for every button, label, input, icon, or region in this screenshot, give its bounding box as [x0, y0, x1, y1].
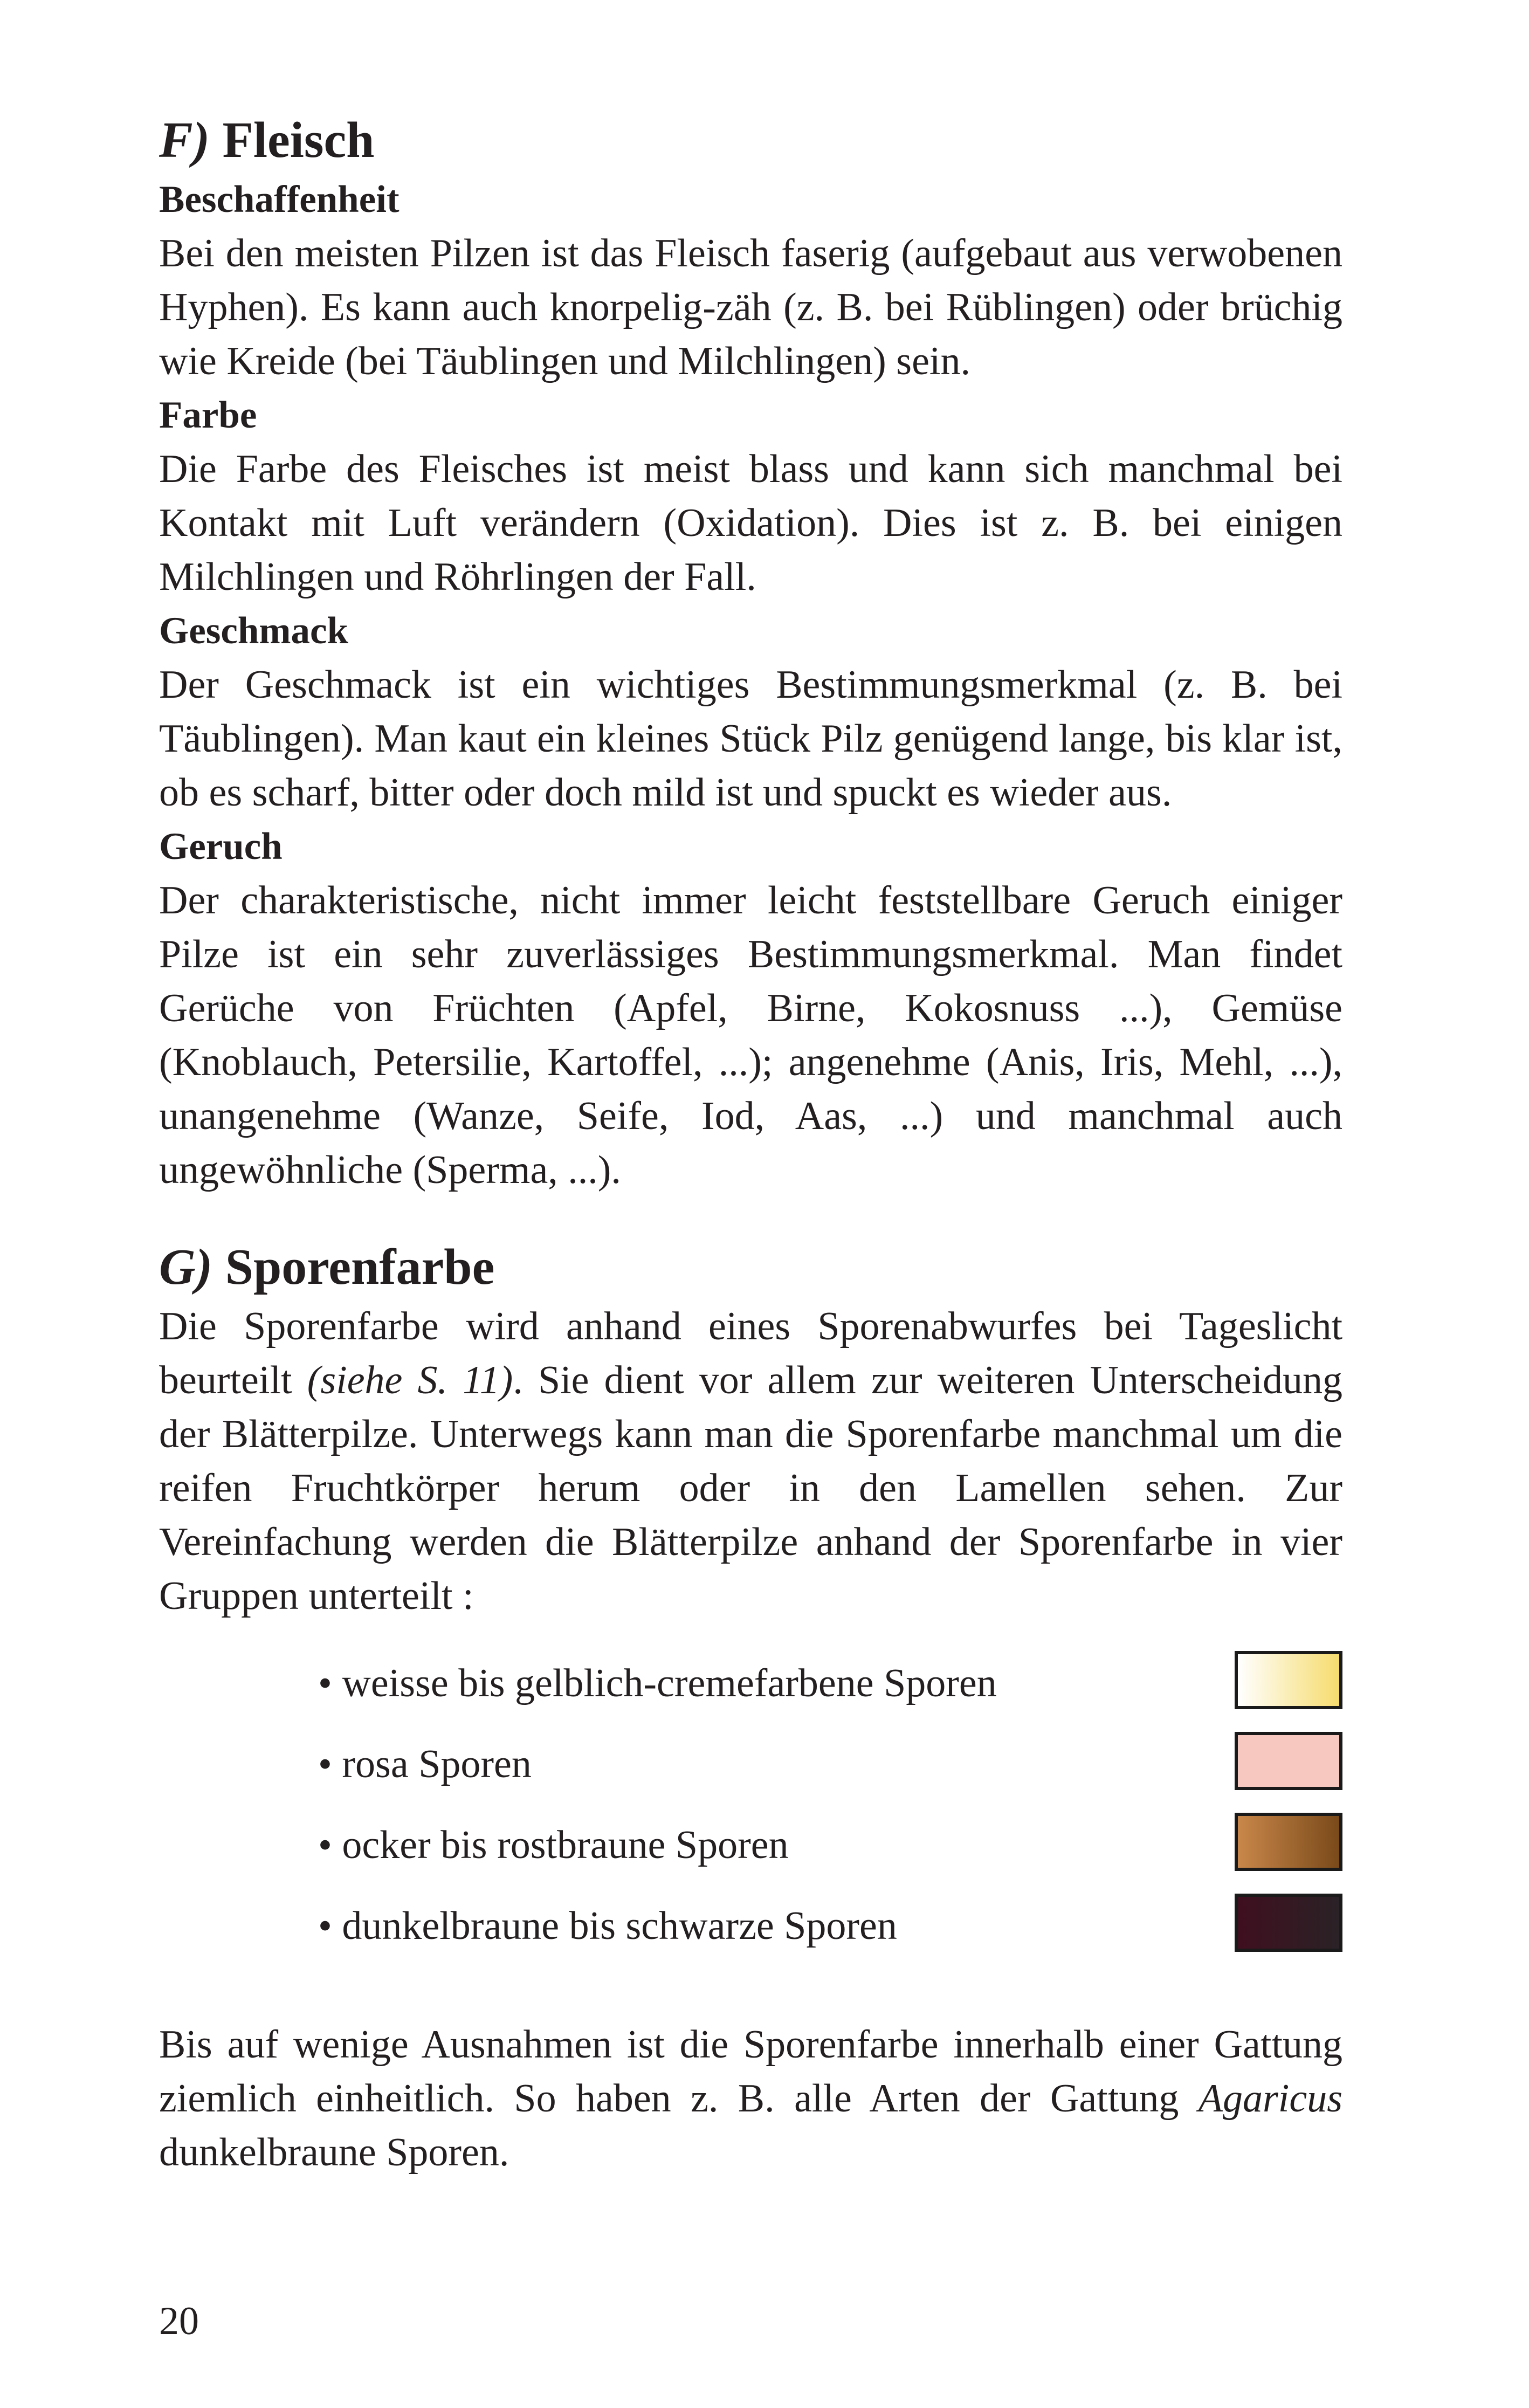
- spore-label-ochre: • ocker bis rostbraune Sporen: [318, 1823, 789, 1867]
- spore-item-pink: [318, 1732, 1342, 1813]
- closing-text-start: Bis auf wenige Ausnahmen ist die Sporenfarbe innerhalb einer Gattung ziemlich einheitlich. So haben z. B. alle Arten der Gattung: [159, 2022, 1342, 2121]
- genus-name: Agaricus: [1198, 2076, 1342, 2121]
- subheading-beschaffenheit: Beschaffenheit: [159, 178, 400, 221]
- subheading-farbe: Farbe: [159, 394, 257, 436]
- page-content: [159, 108, 1342, 2179]
- page-reference: (siehe S. 11): [307, 1358, 513, 1402]
- color-swatch-ochre: [1235, 1813, 1342, 1871]
- paragraph-geruch: Der charakteristische, nicht immer leicht feststellbare Geruch einiger Pilze ist ein sehr zuverlässiges Bestimmungsmerkmal. Man findet Gerüche von Früchten (Apfel, Birne, Kokosnuss ...), Gemüse (Knoblauch, Petersilie, Kartoffel, ...); angenehme (Anis, Iris, Mehl, ...), unangenehme (Wanze, Seife, Iod, Aas, ...) und manchmal auch ungewöhnliche (Sperma, ...).: [159, 878, 1342, 1192]
- paragraph-farbe: Die Farbe des Fleisches ist meist blass und kann sich manchmal bei Kontakt mit Luft verändern (Oxidation). Dies ist z. B. bei einigen Milchlingen und Röhrlingen der Fall.: [159, 447, 1342, 599]
- spore-label-dark: • dunkelbraune bis schwarze Sporen: [318, 1904, 897, 1948]
- section-f-letter: F): [159, 112, 210, 168]
- color-swatch-white: [1235, 1651, 1342, 1709]
- subheading-geruch: Geruch: [159, 825, 283, 868]
- spore-color-list: [159, 1651, 1342, 1974]
- spore-label-white: • weisse bis gelblich-cremefarbene Sporen: [318, 1661, 997, 1705]
- closing-text-end: dunkelbraune Sporen.: [159, 2130, 509, 2175]
- subheading-geschmack: Geschmack: [159, 610, 349, 652]
- color-swatch-dark: [1235, 1894, 1342, 1952]
- section-g-letter: G): [159, 1239, 213, 1295]
- paragraph-beschaffenheit: Bei den meisten Pilzen ist das Fleisch faserig (aufgebaut aus verwobenen Hyphen). Es kann auch knorpelig-zäh (z. B. bei Rüblingen) oder brüchig wie Kreide (bei Täublingen und Milchlingen) sein.: [159, 231, 1342, 383]
- paragraph-closing: [159, 2018, 1342, 2179]
- page-number: 20: [159, 2299, 199, 2343]
- color-swatch-pink: [1235, 1732, 1342, 1790]
- paragraph-geschmack: Der Geschmack ist ein wichtiges Bestimmungsmerkmal (z. B. bei Täublingen). Man kaut ein kleines Stück Pilz genügend lange, bis klar ist, ob es scharf, bitter oder doch mild ist und spuckt es wieder aus.: [159, 663, 1342, 815]
- spore-label-pink: • rosa Sporen: [318, 1742, 532, 1786]
- section-g-title: [159, 1235, 1342, 1299]
- section-f-title: [159, 108, 1342, 173]
- section-f-title-text: Fleisch: [222, 112, 375, 168]
- spore-item-dark: [318, 1894, 1342, 1974]
- spore-item-ochre: [318, 1813, 1342, 1894]
- intro-text-end: . Sie dient vor allem zur weiteren Unterscheidung der Blätterpilze. Unterwegs kann man die Sporenfarbe manchmal um die reifen Fruchtkörper herum oder in den Lamellen sehen. Zur Vereinfachung werden die Blätterpilze anhand der Sporenfarbe in vier Gruppen unterteilt :: [159, 1358, 1343, 1618]
- paragraph-sporenfarbe-intro: [159, 1299, 1342, 1623]
- section-g-title-text: Sporenfarbe: [225, 1239, 495, 1295]
- spore-item-white: [318, 1651, 1342, 1732]
- intro-text-start: Die Sporenfarbe wird anhand eines Sporenabwurfes bei Tageslicht beurteilt: [159, 1304, 1342, 1402]
